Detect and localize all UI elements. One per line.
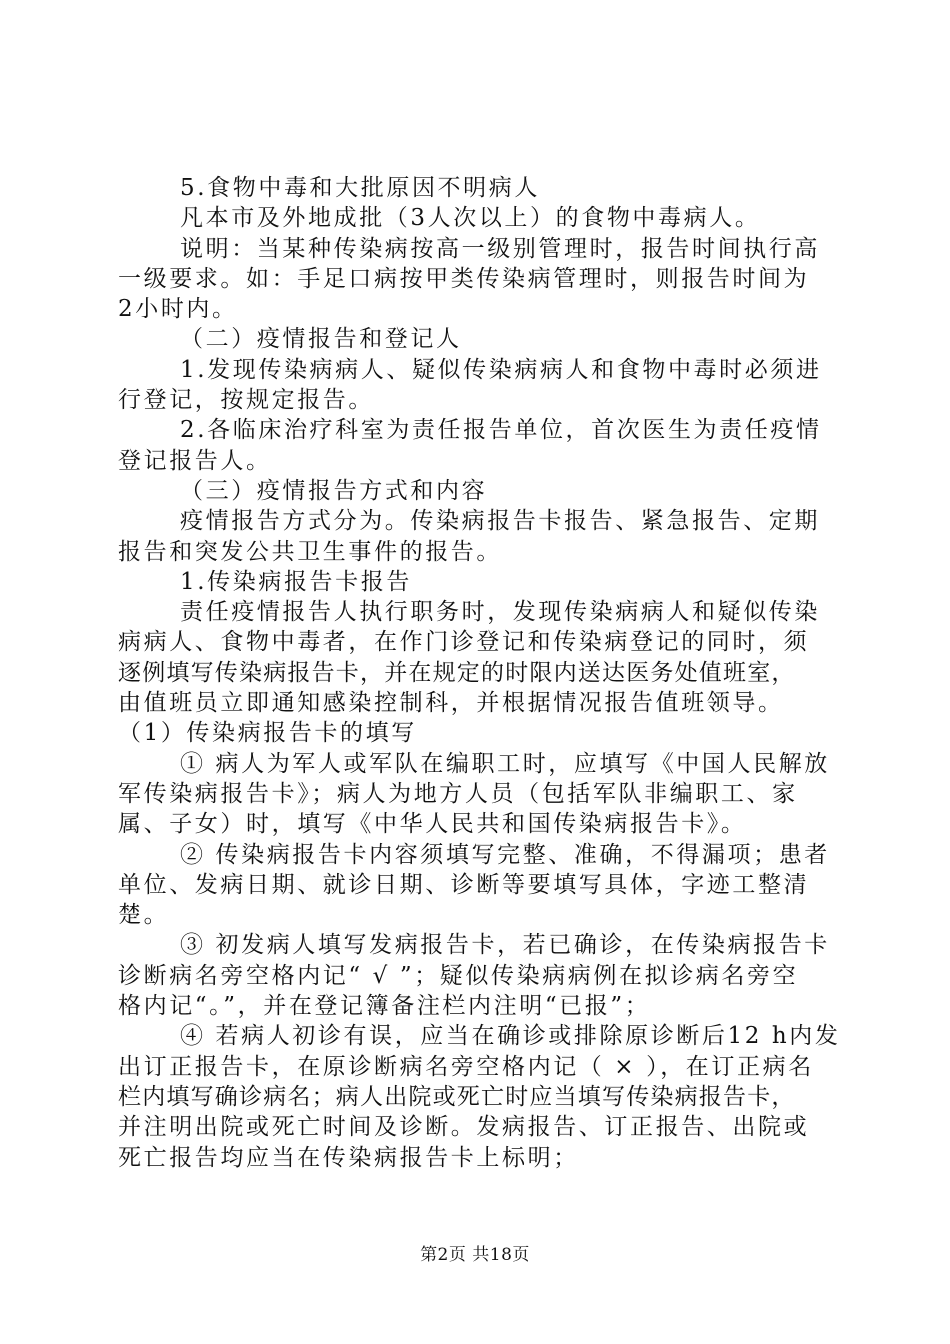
list-item-2: ② 传染病报告卡内容须填写完整、准确，不得漏项；患者 [180, 841, 830, 868]
paragraph-line: 行登记，按规定报告。 [118, 387, 374, 414]
paragraph-line: 报告和突发公共卫生事件的报告。 [118, 538, 502, 565]
paragraph-line: 1.发现传染病病人、疑似传染病病人和食物中毒时必须进 [180, 356, 822, 383]
section-item-5-heading: 5.食物中毒和大批原因不明病人 [180, 175, 540, 201]
paragraph-line: 凡本市及外地成批（3人次以上）的食物中毒病人。 [180, 205, 761, 232]
paragraph-line: 2小时内。 [118, 296, 238, 323]
paragraph-line: 疫情报告方式分为。传染病报告卡报告、紧急报告、定期 [180, 508, 820, 535]
paragraph-line: 病病人、食物中毒者，在作门诊登记和传染病登记的同时，须 [118, 629, 810, 656]
paragraph-line: 2.各临床治疗科室为责任报告单位，首次医生为责任疫情 [180, 417, 822, 444]
document-body [118, 173, 841, 1173]
paragraph-line: 楚。 [118, 902, 170, 929]
paragraph-line: 一级要求。如：手足口病按甲类传染病管理时，则报告时间为 [118, 265, 810, 292]
subsection-heading: 1.传染病报告卡报告 [180, 568, 412, 595]
paragraph-line: 由值班员立即通知感染控制科，并根据情况报告值班领导。 [118, 690, 784, 717]
page-number-footer: 第2页 共18页 [420, 1245, 530, 1265]
note-line: 说明：当某种传染病按高一级别管理时，报告时间执行高 [180, 235, 820, 262]
subsection-heading: （1）传染病报告卡的填写 [118, 720, 417, 747]
paragraph-line: 军传染病报告卡》；病人为地方人员（包括军队非编职工、家 [118, 780, 798, 807]
paragraph-line: 诊断病名旁空格内记“ √ ”；疑似传染病病例在拟诊病名旁空 [118, 962, 799, 989]
list-item-1: ① 病人为军人或军队在编职工时，应填写《中国人民解放 [180, 750, 830, 777]
paragraph-line: 格内记“。”，并在登记簿备注栏内注明“已报”； [118, 993, 651, 1020]
paragraph-line: 逐例填写传染病报告卡，并在规定的时限内送达医务处值班室， [118, 659, 796, 686]
paragraph-line: 死亡报告均应当在传染病报告卡上标明； [118, 1144, 579, 1171]
paragraph-line: 属、子女）时，填写《中华人民共和国传染病报告卡》。 [118, 811, 747, 838]
section-heading-2: （二）疫情报告和登记人 [180, 326, 462, 353]
paragraph-line: 栏内填写确诊病名；病人出院或死亡时应当填写传染病报告卡， [118, 1083, 796, 1110]
list-item-3: ③ 初发病人填写发病报告卡，若已确诊，在传染病报告卡 [180, 932, 830, 959]
paragraph-line: 责任疫情报告人执行职务时，发现传染病病人和疑似传染 [180, 599, 820, 626]
paragraph-line: 出订正报告卡，在原诊断病名旁空格内记（ × ），在订正病名 [118, 1053, 814, 1080]
paragraph-line: 并注明出院或死亡时间及诊断。发病报告、订正报告、出院或 [118, 1114, 810, 1141]
section-heading-3: （三）疫情报告方式和内容 [180, 477, 488, 504]
list-item-4: ④ 若病人初诊有误，应当在确诊或排除原诊断后12 h内发 [180, 1023, 841, 1050]
paragraph-line: 登记报告人。 [118, 447, 272, 474]
paragraph-line: 单位、发病日期、就诊日期、诊断等要填写具体，字迹工整清 [118, 871, 810, 898]
